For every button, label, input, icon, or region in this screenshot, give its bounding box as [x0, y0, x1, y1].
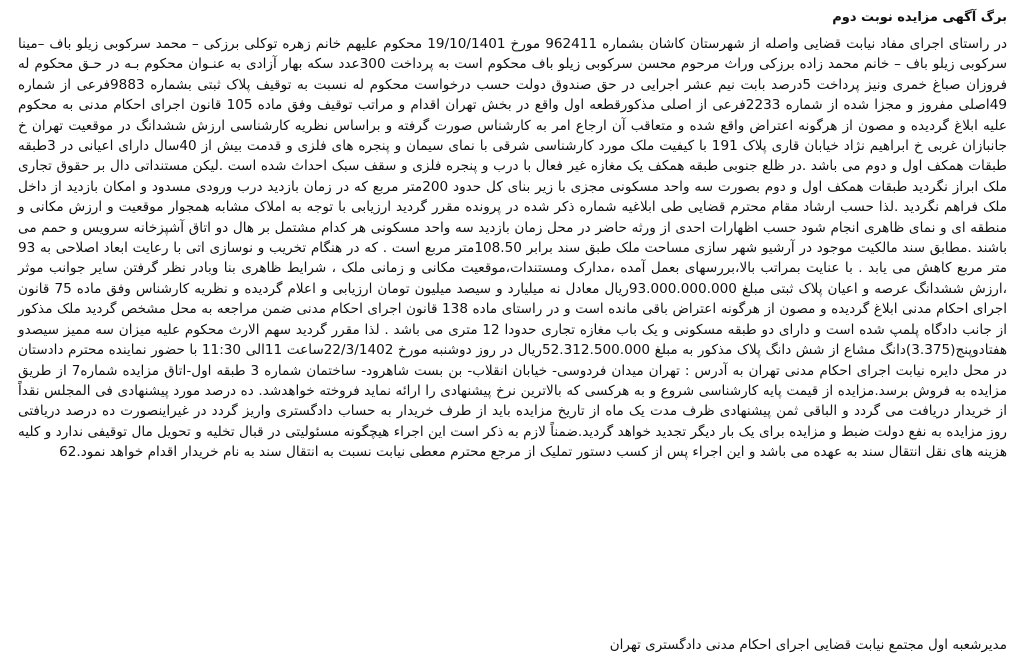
notice-signature-line: مدیرشعبه اول مجتمع نیابت قضایی اجرای احکام مدنی دادگستری تهران: [609, 637, 1007, 653]
notice-title: برگ آگهی مزایده نوبت دوم: [832, 10, 1007, 25]
notice-body-text: در راستای اجرای مفاد نیابت قضایی واصله از شهرستان کاشان بشماره 962411 مورخ 19/10/1401 محکوم علیهم خانم زهره توکلی برزکی – محمد سرکوبی زیلو باف –مینا سرکوبی زیلو باف – خانم محمد زاده برزکی وراث مرحوم محسن سرکوبی زیلو باف محکوم است به پرداخت 300عدد سکه بهار آزادی به عنـوان محکوم بـه در حـق محکوم له فروزان صباغ خمری ونیز پرداخت 5درصد بابت نیم عشر اجرایی در حق صندوق دولت حسب درخواست محکوم له نسبت به توقیف پلاک ثبتی بشماره 9883فرعی از شماره 49اصلی مفروز و مجزا شده از شماره 2233فرعی از اصلی مذکورقطعه اول واقع در بخش تهران اقدام و مراتب توقیف وفق ماده 105 قانون اجرای احکام مدنی به محکوم علیه ابلاغ گردیده و مصون از هرگونه اعتراض واقع شده و متعاقب آن ارجاع امر به کارشناس صورت گرفته و براساس نظریه کارشناسی ارزش ششدانگ در موقعیت تهران خ جانبازان غربی خ ابراهیم نژاد خیابان قاری پلاک 191 با کیفیت ملک مورد کارشناسی شرقی با نمای سیمان و پنجره های فلزی و قدمت بیش از 40سال دارای اعیانی در 3طبقه طبقات همکف اول و دوم می باشد .در ظلع جنوبی طبقه همکف یک مغازه غیر فعال با درب و پنجره فلزی و سقف سبک احداث شده است .لیکن مستنداتی دال بر حقوق تجاری ملک ابراز نگردید طبقات همکف اول و دوم بصورت سه واحد مسکونی مجزی با زیر بنای کل حدود 200متر مربع که در زمان بازدید درب ورودی مسدود و امکان بازدید از داخل ملک فراهم نگردید .لذا حسب ارشاد مقام محترم قضایی طی ابلاغیه شماره ذکر شده در پرونده مقرر گردید ارزیابی با توجه به املاک مشابه همجوار موقعیت و ارزش مکانی و منطقه ای و نمای ظاهری انجام شود حسب اظهارات احدی از ورثه حاضر در محل زمان بازدید سه واحد مسکونی هر کدام مشتمل بر هال دو اتاق آشپزخانه سرویس و حمم می باشند .مطابق سند مالکیت موجود در آرشیو شهر سازی مساحت ملک طبق سند برابر 108.50متر مربع است . که در هنگام تخریب و نوسازی اتی با رعایت ابعاد اصلاحی به 93 متر مربع کاهش می یابد . با عنایت بمراتب بالا،بررسهای بعمل آمده ،مدارک ومستندات،موقعیت مکانی و زمانی ملک ، شرایط ظاهری بنا وبادر نظر گرفتن سایر جوانب موثر ،ارزش ششدانگ عرصه و اعیان پلاک ثبتی مبلغ 93.000.000.000ریال معادل نه میلیارد و سیصد میلیون تومان ارزیابی و اعلام گردیده و نظریه کارشناس وفق ماده 75 قانون اجرای احکام مدنی ابلاغ گردیده و مصون از هرگونه اعتراض باقی مانده است و در راستای ماده 138 قانون اجرای احکام مدنی ضمن مراجعه به محل مشخص گردید ملک مذکور از جانب دادگاه پلمپ شده است و دارای دو طبقه مسکونی و یک باب مغازه تجاری حدودا 12 متری می باشد . لذا مقرر گردید سهم الارث محکوم علیه میزان سه ممیز سیصدو هفتادوپنج(3.375)دانگ مشاع از شش دانگ پلاک مذکور به مبلغ 52.312.500.000ریال در روز دوشنبه مورخ 22/3/1402ساعت 11الی 11:30 با حضور نماینده محترم دادستان در محل دایره نیابت اجرای احکام مدنی تهران به آدرس : تهران میدان فردوسی- خیابان انقلاب- بن بست شاهرود- ساختمان شماره 3 طبقه اول-اتاق مزایده شماره7 از طریق مزایده به فروش برسد.مزایده از قیمت پایه کارشناسی شروع و به هرکسی که بالاترین نرخ پیشنهادی را ارائه نماید فروخته خواهدشد. ده درصد مورد پیشنهادی فی المجلس نقداً از خریدار دریافت می گردد و الباقی ثمن پیشنهادی ظرف مدت یک ماه از تاریخ مزایده باید از طرف خریدار به حساب دادگستری واریز گردد در غیراینصورت ده درصد دریافتی روز مزایده به نفع دولت ضبط و مزایده برای یک بار دیگر تجدید خواهد گردید.ضمناً لازم به ذکر است این اجراء هیچگونه مسئولیتی در قبال تخلیه و تحویل مال توقیفی ندارد و کلیه هزینه های نقل انتقال سند به عهده می باشد و این اجراء پس از کسب دستور تملیک از مرجع محترم معطی نیابت نسبت به انتقال سند به نام خریدار اقدام خواهد نمود.62: [18, 36, 1008, 461]
